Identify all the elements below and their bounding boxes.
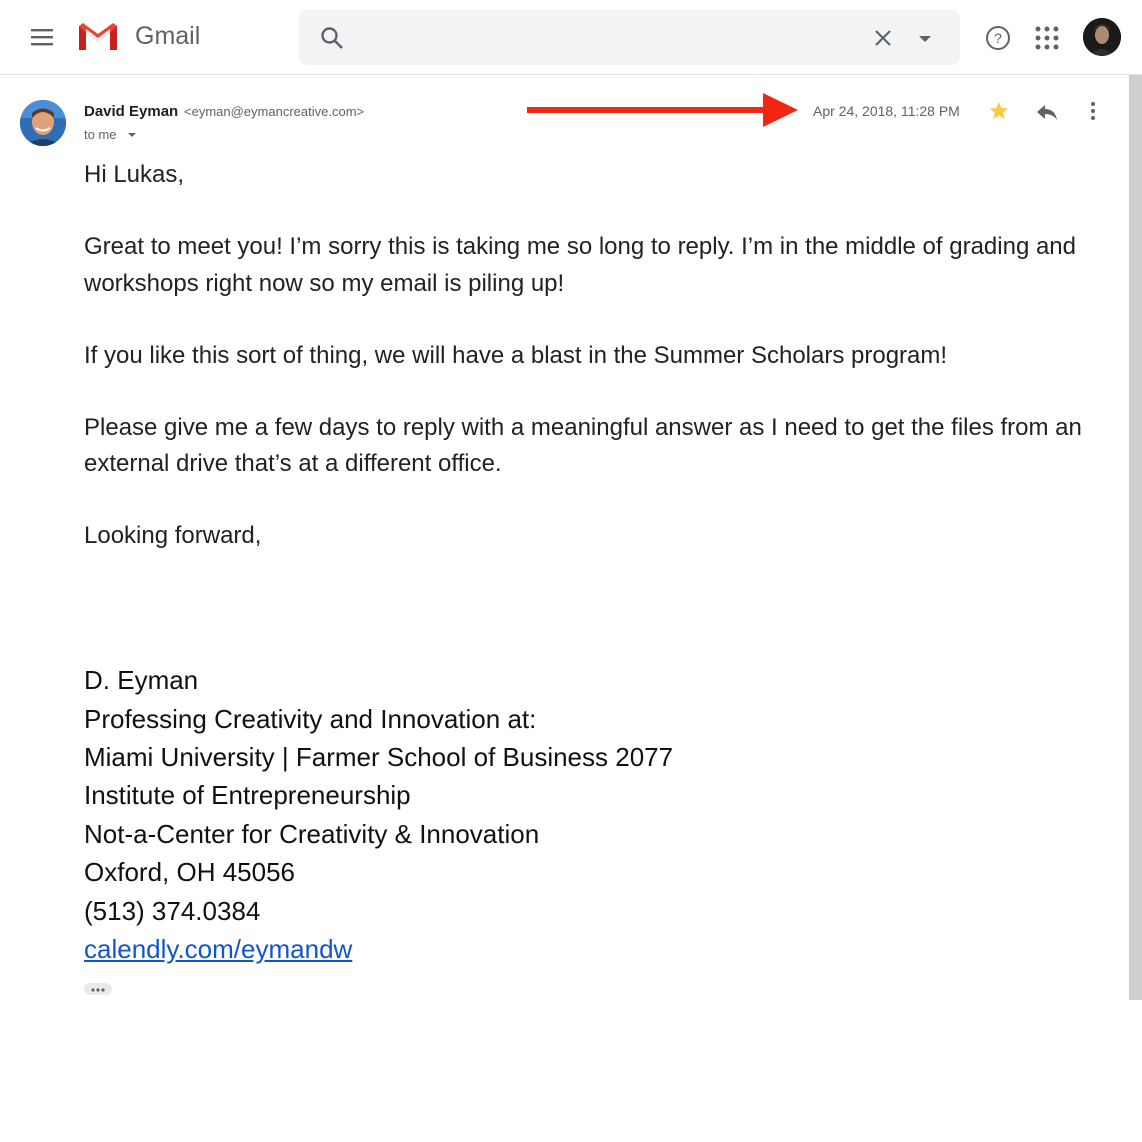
- menu-icon[interactable]: [28, 25, 56, 49]
- apps-icon[interactable]: [1034, 25, 1060, 51]
- gmail-logo-icon[interactable]: [76, 20, 120, 54]
- app-name[interactable]: Gmail: [135, 22, 201, 50]
- email-date: Apr 24, 2018, 11:28 PM: [813, 103, 960, 119]
- help-icon[interactable]: [984, 24, 1012, 52]
- signature-link-wrapper: [84, 934, 352, 965]
- search-icon[interactable]: [319, 25, 345, 51]
- body-line: workshops right now so my email is piling up!: [84, 270, 565, 297]
- signature-line: Institute of Entrepreneurship: [84, 780, 411, 810]
- scrollbar[interactable]: [1129, 75, 1142, 1000]
- chevron-down-icon[interactable]: [915, 28, 935, 48]
- search-bar[interactable]: [299, 10, 960, 65]
- body-line: Please give me a few days to reply with a meaningful answer as I need to get the files from an: [84, 414, 1082, 441]
- signature-line: Miami University | Farmer School of Business 2077: [84, 742, 674, 772]
- search-input[interactable]: [363, 22, 847, 54]
- recipient-details-chevron-icon[interactable]: [126, 130, 138, 140]
- sender-avatar[interactable]: [20, 100, 66, 146]
- star-icon[interactable]: [988, 100, 1010, 122]
- sender-name[interactable]: David Eyman: [84, 103, 179, 120]
- body-line: external drive that’s at a different office.: [84, 450, 502, 477]
- recipient-label: to me: [84, 127, 117, 142]
- greeting: Hi Lukas,: [84, 161, 185, 188]
- account-avatar-image: [1083, 18, 1121, 56]
- body-line: Great to meet you! I’m sorry this is taking me so long to reply. I’m in the middle of grading and: [84, 233, 1077, 260]
- body-line: If you like this sort of thing, we will have a blast in the Summer Scholars program!: [84, 342, 948, 369]
- sender-email: <eyman@eymancreative.com>: [184, 104, 365, 119]
- svg-text:?: ?: [994, 30, 1002, 46]
- top-bar: [0, 0, 1142, 75]
- more-options-icon[interactable]: [1082, 100, 1104, 122]
- signature-line: Professing Creativity and Innovation at:: [84, 704, 537, 734]
- signature-line: D. Eyman: [84, 665, 199, 695]
- closing: Looking forward,: [84, 522, 262, 549]
- red-arrow-annotation: [525, 90, 800, 130]
- show-trimmed-content-button[interactable]: [84, 983, 112, 995]
- signature-line: (513) 374.0384: [84, 896, 261, 926]
- account-avatar[interactable]: [1083, 18, 1121, 56]
- calendly-link[interactable]: calendly.com/eymandw: [84, 934, 353, 964]
- clear-icon[interactable]: [871, 26, 895, 50]
- signature-line: Not-a-Center for Creativity & Innovation: [84, 819, 540, 849]
- signature-line: Oxford, OH 45056: [84, 857, 295, 887]
- reply-icon[interactable]: [1035, 101, 1059, 123]
- sender-photo: [20, 100, 66, 146]
- ellipsis-icon: [84, 984, 112, 996]
